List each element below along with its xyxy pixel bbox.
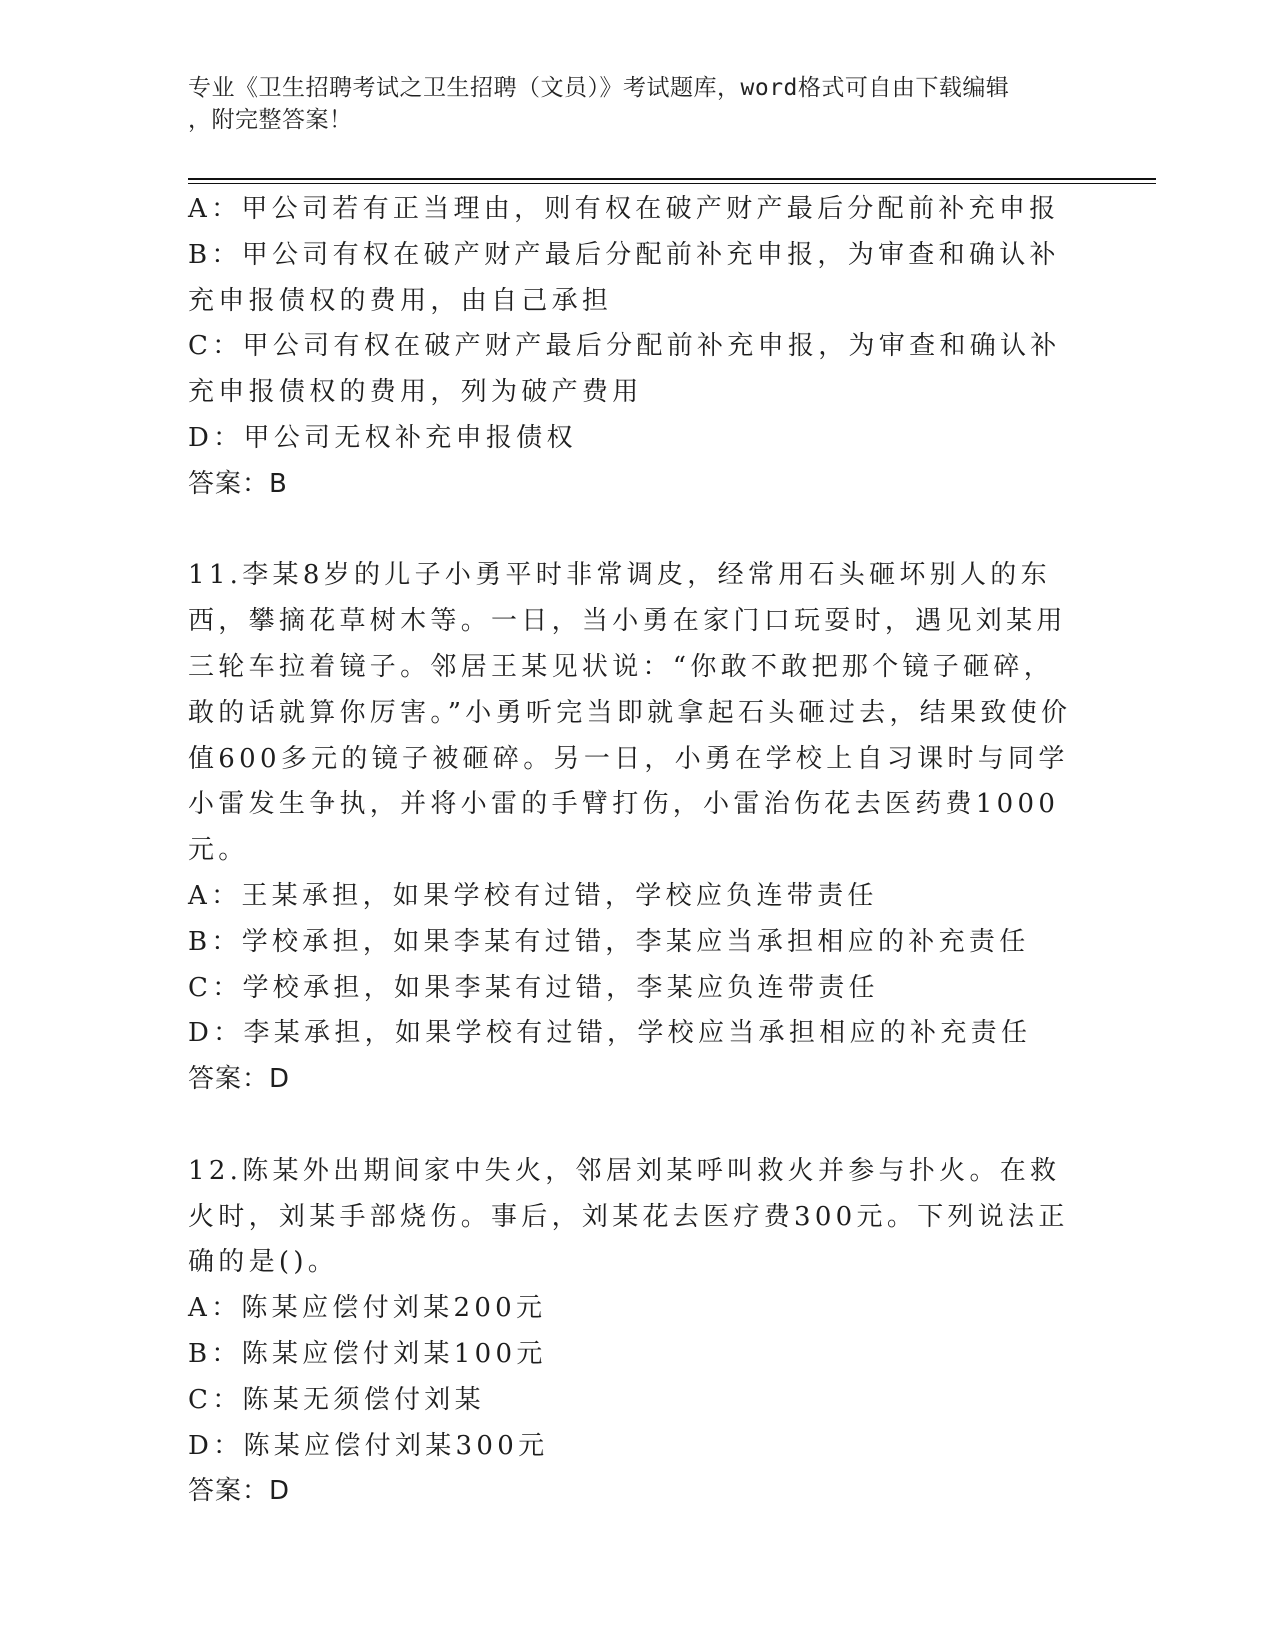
- question-12: [188, 1149, 1078, 1515]
- answer-line: 答案：D: [188, 1476, 291, 1507]
- question-10: [188, 187, 1078, 508]
- answer-line: 答案：B: [188, 468, 288, 499]
- header-line-2: ，附完整答案！: [188, 107, 353, 133]
- option-b: B：学校承担，如果李某有过错，李某应当承担相应的补充责任: [188, 926, 1030, 957]
- question-stem: 11.李某8岁的儿子小勇平时非常调皮，经常用石头砸坏别人的东西，攀摘花草树木等。一日，当小勇在家门口玩耍时，遇见刘某用三轮车拉着镜子。邻居王某见状说：“你敢不敢把那个镜子砸碎，敢的话就算你厉害。”小勇听完当即就拿起石头砸过去，结果致使价值600多元的镜子被砸碎。另一日，小勇在学校上自习课时与同学小雷发生争执，并将小雷的手臂打伤，小雷治伤花去医药费1000元。: [188, 560, 1072, 866]
- question-stem: 12.陈某外出期间家中失火，邻居刘某呼叫救火并参与扑火。在救火时，刘某手部烧伤。事后，刘某花去医疗费300元。下列说法正确的是()。: [188, 1155, 1069, 1278]
- option-d: D：甲公司无权补充申报债权: [188, 422, 577, 453]
- option-c: C：陈某无须偿付刘某: [188, 1384, 485, 1415]
- answer-line: 答案：D: [188, 1064, 291, 1095]
- option-c: C：学校承担，如果李某有过错，李某应负连带责任: [188, 972, 879, 1003]
- document-header: [188, 72, 1088, 136]
- option-b: B：陈某应偿付刘某100元: [188, 1338, 547, 1369]
- spacer: [188, 508, 1078, 554]
- header-divider-thin: [188, 183, 1156, 184]
- option-b: B：甲公司有权在破产财产最后分配前补充申报，为审查和确认补充申报债权的费用，由自己承担: [188, 239, 1060, 316]
- question-11: [188, 553, 1078, 1103]
- option-d: D：李某承担，如果学校有过错，学校应当承担相应的补充责任: [188, 1018, 1032, 1049]
- option-c: C：甲公司有权在破产财产最后分配前补充申报，为审查和确认补充申报债权的费用，列为破产费用: [188, 331, 1061, 408]
- option-a: A：陈某应偿付刘某200元: [188, 1293, 547, 1324]
- header-divider-thick: [188, 178, 1156, 180]
- spacer: [188, 1103, 1078, 1149]
- option-a: A：王某承担，如果学校有过错，学校应负连带责任: [188, 880, 878, 911]
- header-line-1: 专业《卫生招聘考试之卫生招聘（文员）》考试题库，word格式可自由下载编辑: [188, 75, 1010, 101]
- option-a: A：甲公司若有正当理由，则有权在破产财产最后分配前补充申报: [188, 194, 1060, 224]
- option-d: D：陈某应偿付刘某300元: [188, 1430, 549, 1461]
- question-list: [188, 187, 1078, 1515]
